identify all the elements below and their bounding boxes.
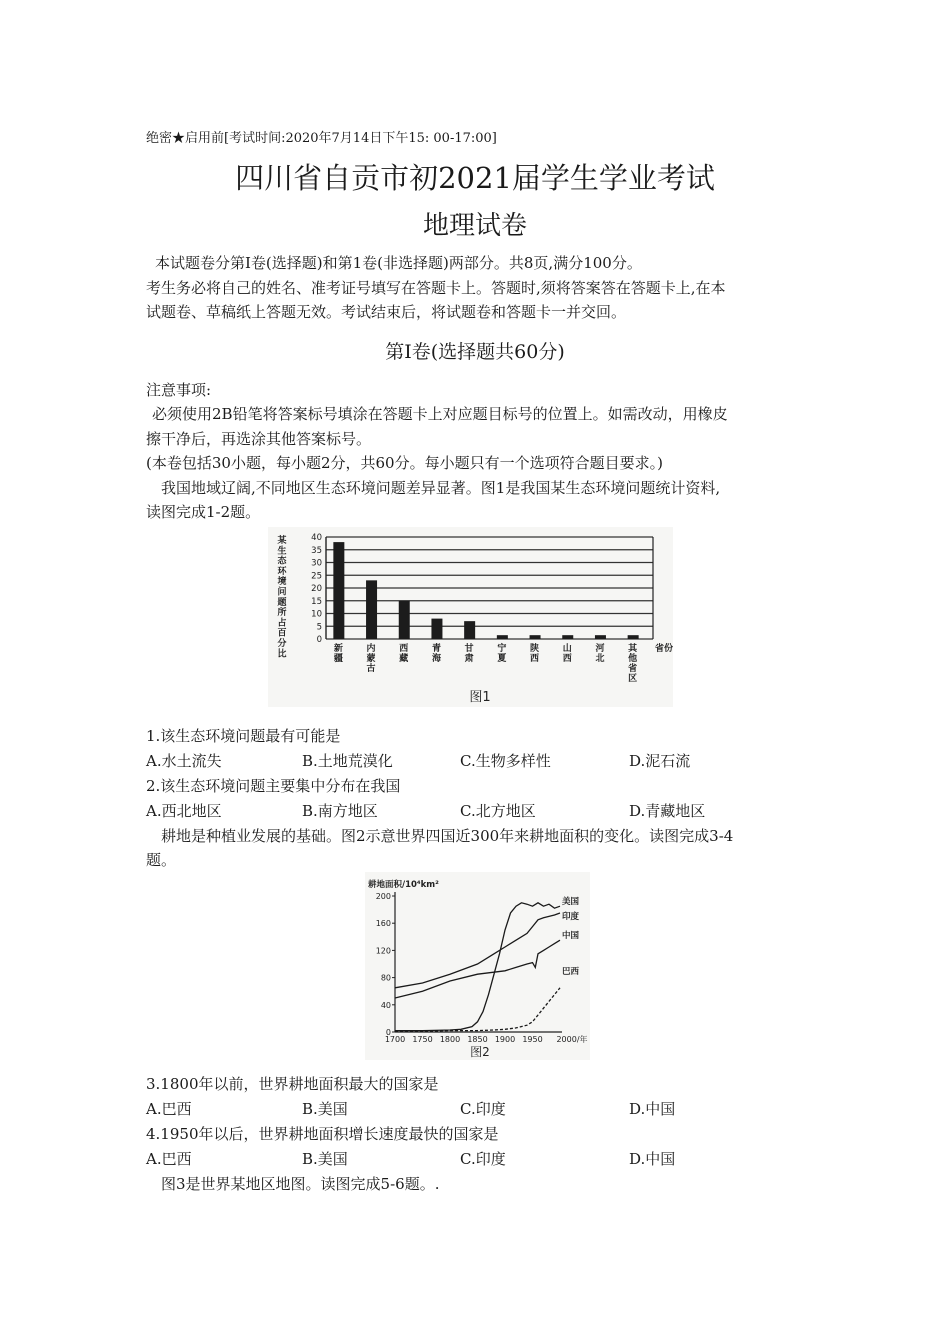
option-b: B.美国 — [302, 1150, 348, 1168]
option-a: A.水土流失 — [146, 752, 222, 770]
x-tick-label-char: 宁 — [497, 644, 507, 654]
option-a: A.巴西 — [146, 1100, 192, 1118]
bar — [431, 619, 442, 639]
figure-caption: 图2 — [470, 1045, 490, 1059]
option-a: A.巴西 — [146, 1150, 192, 1168]
y-tick-label: 40 — [380, 1000, 391, 1010]
x-tick-label-char: 陕 — [530, 644, 540, 654]
y-axis-label-char: 环 — [277, 566, 287, 577]
option-b: B.美国 — [302, 1100, 348, 1118]
bar — [530, 635, 541, 639]
question-stem: 4.1950年以后，世界耕地面积增长速度最快的国家是 — [146, 1125, 499, 1143]
y-axis-label-char: 态 — [277, 556, 287, 567]
x-tick-label-char: 区 — [628, 674, 638, 684]
y-axis-label-char: 境 — [277, 577, 287, 588]
y-tick-label: 200 — [375, 892, 391, 901]
x-tick-label-char: 西 — [562, 654, 572, 664]
option-c: C.北方地区 — [460, 802, 536, 820]
passage-line: 图3是世界某地区地图。读图完成5-6题。. — [161, 1175, 440, 1193]
option-c: C.印度 — [460, 1100, 506, 1118]
y-axis-label-char: 百 — [277, 628, 287, 639]
bar — [595, 635, 606, 639]
y-axis-label-char: 分 — [277, 639, 287, 649]
y-tick-label: 10 — [311, 609, 322, 620]
intro-line: 本试题卷分第Ⅰ卷(选择题)和第1卷(非选择题)两部分。共8页,满分100分。 — [155, 254, 642, 272]
option-c: C.印度 — [460, 1150, 506, 1168]
figure-1 — [268, 527, 673, 707]
x-tick-label-char: 省 — [628, 664, 638, 674]
series-label: 巴西 — [562, 966, 580, 977]
x-tick-label: 1950 — [522, 1035, 543, 1044]
y-tick-label: 160 — [375, 919, 391, 929]
x-tick-label-char: 古 — [366, 664, 376, 674]
y-tick-label: 30 — [311, 558, 322, 569]
exam-subtitle: 地理试卷 — [422, 211, 527, 241]
bar — [497, 635, 508, 639]
option-a: A.西北地区 — [146, 802, 222, 820]
x-tick-label-char: 肃 — [464, 654, 474, 664]
y-tick-label: 35 — [311, 545, 322, 556]
x-tick-label-char: 甘 — [464, 644, 474, 654]
y-tick-label: 25 — [311, 571, 322, 582]
x-tick-label: 1900 — [494, 1035, 516, 1044]
y-tick-label: 80 — [380, 973, 391, 983]
x-tick-label-char: 西 — [399, 644, 409, 654]
option-d: D.泥石流 — [629, 752, 691, 770]
passage-line: 读图完成1-2题。 — [146, 503, 261, 521]
series-line — [395, 913, 560, 988]
y-axis-label: 耕地面积/10⁴km² — [368, 880, 439, 890]
figure-2 — [365, 872, 590, 1060]
confidential-note: 绝密★启用前[考试时间:2020年7月14日下午15: 00-17:00] — [146, 131, 497, 146]
y-tick-label: 20 — [311, 584, 322, 594]
y-axis-label-char: 某 — [277, 536, 287, 546]
passage-line: 我国地域辽阔,不同地区生态环境问题差异显著。图1是我国某生态环境问题统计资料, — [161, 479, 721, 497]
x-tick-label-char: 河 — [595, 644, 605, 654]
y-axis-label-char: 占 — [277, 618, 287, 629]
passage-line: 题。 — [146, 851, 177, 869]
y-axis-label-char: 生 — [277, 546, 287, 557]
x-tick-label: 1850 — [467, 1035, 488, 1044]
bar — [464, 621, 475, 639]
y-tick-label: 5 — [316, 622, 322, 633]
x-tick-label-char: 青 — [431, 644, 441, 654]
x-axis-label: 省份 — [655, 644, 673, 654]
y-axis-label-char: 比 — [277, 649, 287, 660]
bar-chart — [268, 527, 673, 707]
bar — [366, 580, 377, 639]
x-tick-label-char: 蒙 — [366, 654, 376, 664]
x-tick-label-char: 内 — [366, 644, 376, 654]
y-tick-label: 0 — [385, 1028, 391, 1037]
y-axis-label-char: 题 — [277, 597, 287, 608]
y-tick-label: 120 — [375, 946, 391, 956]
x-tick-label-char: 西 — [530, 654, 540, 664]
notes-line: 擦干净后，再选涂其他答案标号。 — [146, 430, 372, 448]
bar — [628, 635, 639, 639]
intro-line: 试题卷、草稿纸上答题无效。考试结束后，将试题卷和答题卡一并交回。 — [146, 303, 627, 321]
x-tick-label: 1750 — [412, 1035, 433, 1044]
y-tick-label: 15 — [311, 596, 322, 607]
option-b: B.土地荒漠化 — [302, 752, 393, 770]
series-line — [395, 988, 560, 1032]
x-tick-label-char: 海 — [431, 654, 441, 664]
bar — [562, 635, 573, 639]
bar — [333, 542, 344, 639]
x-tick-label-char: 其 — [628, 644, 638, 654]
question-stem: 2.该生态环境问题主要集中分布在我国 — [146, 777, 401, 795]
y-axis-label-char: 所 — [277, 608, 287, 619]
option-c: C.生物多样性 — [460, 752, 551, 770]
x-tick-label-char: 疆 — [333, 654, 343, 664]
series-line — [395, 940, 560, 998]
bar — [399, 601, 410, 639]
section-title: 第Ⅰ卷(选择题共60分) — [385, 341, 565, 363]
exam-title: 四川省自贡市初2021届学生学业考试 — [235, 161, 715, 195]
option-d: D.中国 — [629, 1100, 676, 1118]
option-d: D.中国 — [629, 1150, 676, 1168]
x-tick-label: 1700 — [384, 1035, 406, 1044]
option-b: B.南方地区 — [302, 802, 378, 820]
line-chart — [365, 872, 590, 1060]
y-tick-label: 0 — [316, 635, 322, 645]
y-tick-label: 40 — [311, 533, 322, 543]
figure-caption: 图1 — [469, 690, 491, 705]
notes-line: 必须使用2B铅笔将答案标号填涂在答题卡上对应题目标号的位置上。如需改动，用橡皮 — [152, 405, 728, 423]
x-tick-label-char: 新 — [333, 644, 343, 654]
question-stem: 1.该生态环境问题最有可能是 — [146, 727, 341, 745]
question-stem: 3.1800年以前，世界耕地面积最大的国家是 — [146, 1075, 439, 1093]
series-label: 印度 — [562, 912, 580, 922]
x-tick-label-char: 北 — [595, 654, 605, 664]
x-tick-label-char: 他 — [628, 654, 638, 664]
x-tick-label-char: 山 — [562, 644, 572, 654]
series-label: 美国 — [562, 897, 580, 908]
x-tick-label: 1800 — [439, 1035, 461, 1044]
x-tick-label-char: 夏 — [497, 654, 507, 664]
y-axis-label-char: 问 — [277, 587, 287, 598]
option-d: D.青藏地区 — [629, 802, 706, 820]
x-tick-label: 2000/年 — [556, 1035, 588, 1044]
x-tick-label-char: 藏 — [399, 654, 409, 664]
series-label: 中国 — [562, 931, 580, 942]
passage-line: 耕地是种植业发展的基础。图2示意世界四国近300年来耕地面积的变化。读图完成3-4 — [161, 827, 734, 845]
intro-line: 考生务必将自己的姓名、准考证号填写在答题卡上。答题时,须将答案答在答题卡上,在本 — [146, 279, 726, 297]
notes-line: (本卷包括30小题，每小题2分，共60分。每小题只有一个选项符合题目要求。) — [146, 454, 663, 472]
notes-heading: 注意事项: — [146, 381, 212, 399]
